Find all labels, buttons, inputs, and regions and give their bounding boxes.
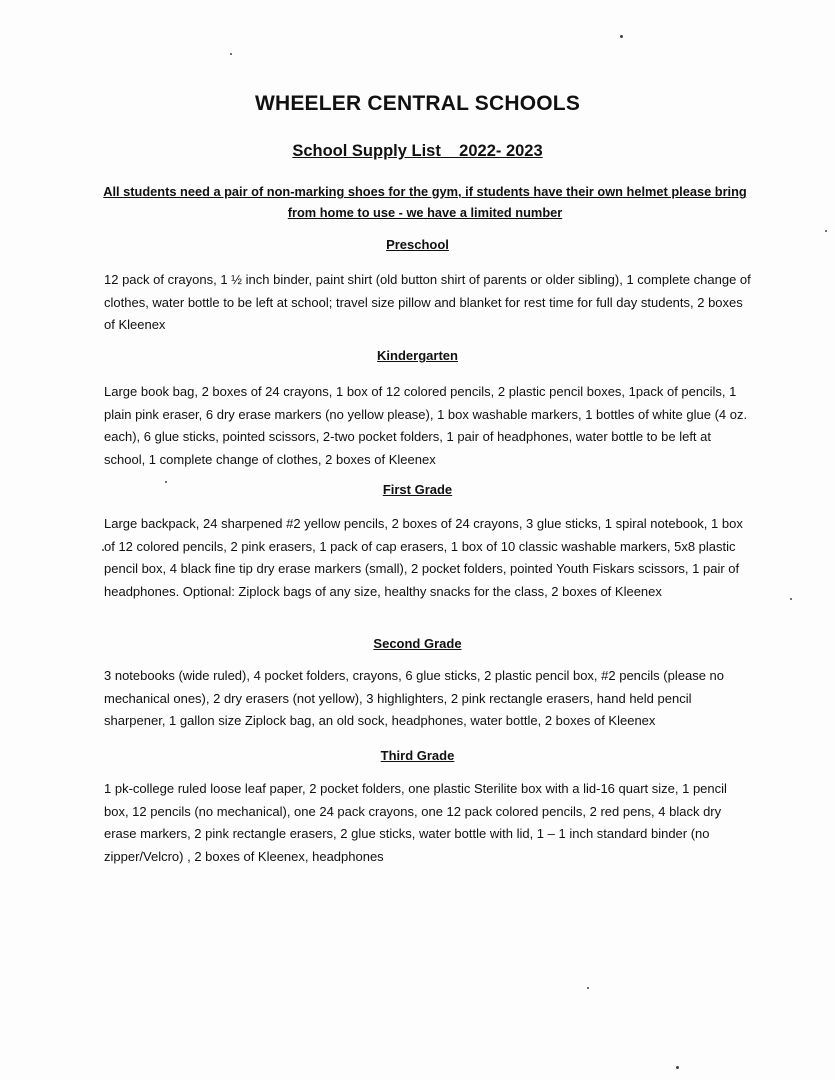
section-text-first-grade: Large backpack, 24 sharpened #2 yellow pencils, 2 boxes of 24 crayons, 3 glue sticks, 1 spiral notebook, 1 box of 12 colored pencils, 2 pink erasers, 1 pack of cap erasers, 1 box of 10 classic washable markers, 5x8 plastic pencil box, 4 black fine tip dry erase markers (small), 2 pocket folders, pointed Youth Fiskars scissors, 1 pair of headphones. Optional: Ziplock bags of any size, healthy snacks for the class, 2 boxes of Kleenex [104,516,743,599]
document-title: WHEELER CENTRAL SCHOOLS [254,92,581,115]
section-heading-second-grade: Second Grade [373,636,462,651]
section-text-preschool: 12 pack of crayons, 1 ½ inch binder, paint shirt (old button shirt of parents or older sibling), 1 complete change of clothes, water bottle to be left at school; travel size pillow and blanket for rest time for full day students, 2 boxes of Kleenex [104,272,751,332]
scan-speck [587,987,589,989]
section-heading-third-grade: Third Grade [380,748,455,763]
scan-speck [790,598,792,600]
document-subtitle: School Supply List 2022- 2023 [292,142,543,160]
scan-speck [825,230,827,232]
scan-speck [620,35,623,38]
section-heading-first-grade: First Grade [382,482,453,497]
gym-shoes-notice: All students need a pair of non-marking shoes for the gym, if students have their own helmet please bring from home to use - we have a limited number [103,184,747,220]
scan-speck [676,1066,679,1069]
section-text-kindergarten: Large book bag, 2 boxes of 24 crayons, 1 box of 12 colored pencils, 2 plastic pencil boxes, 1pack of pencils, 1 plain pink eraser, 6 dry erase markers (no yellow please), 1 box washable markers, 1 bottles of white glue (4 oz. each), 6 glue sticks, pointed scissors, 2-two pocket folders, 1 pair of headphones, water bottle to be left at school, 1 complete change of clothes, 2 boxes of Kleenex [104,384,748,467]
section-text-second-grade: 3 notebooks (wide ruled), 4 pocket folders, crayons, 6 glue sticks, 2 plastic pencil box, #2 pencils (please no mechanical ones), 2 dry erasers (not yellow), 3 highlighters, 2 pink rectangle erasers, hand held pencil sharpener, 1 gallon size Ziplock bag, an old sock, headphones, water bottle, 2 boxes of Kleenex [104,668,725,728]
section-heading-preschool: Preschool [386,237,449,252]
section-heading-kindergarten: Kindergarten [377,348,458,363]
section-text-third-grade: 1 pk-college ruled loose leaf paper, 2 pocket folders, one plastic Sterilite box with a lid-16 quart size, 1 pencil box, 12 pencils (no mechanical), one 24 pack crayons, one 12 pack colored pencils, 2 red pens, 4 black dry erase markers, 2 pink rectangle erasers, 2 glue sticks, water bottle with lid, 1 – 1 inch standard binder (no zipper/Velcro) , 2 boxes of Kleenex, headphones [104,781,727,864]
scan-speck [230,53,232,55]
